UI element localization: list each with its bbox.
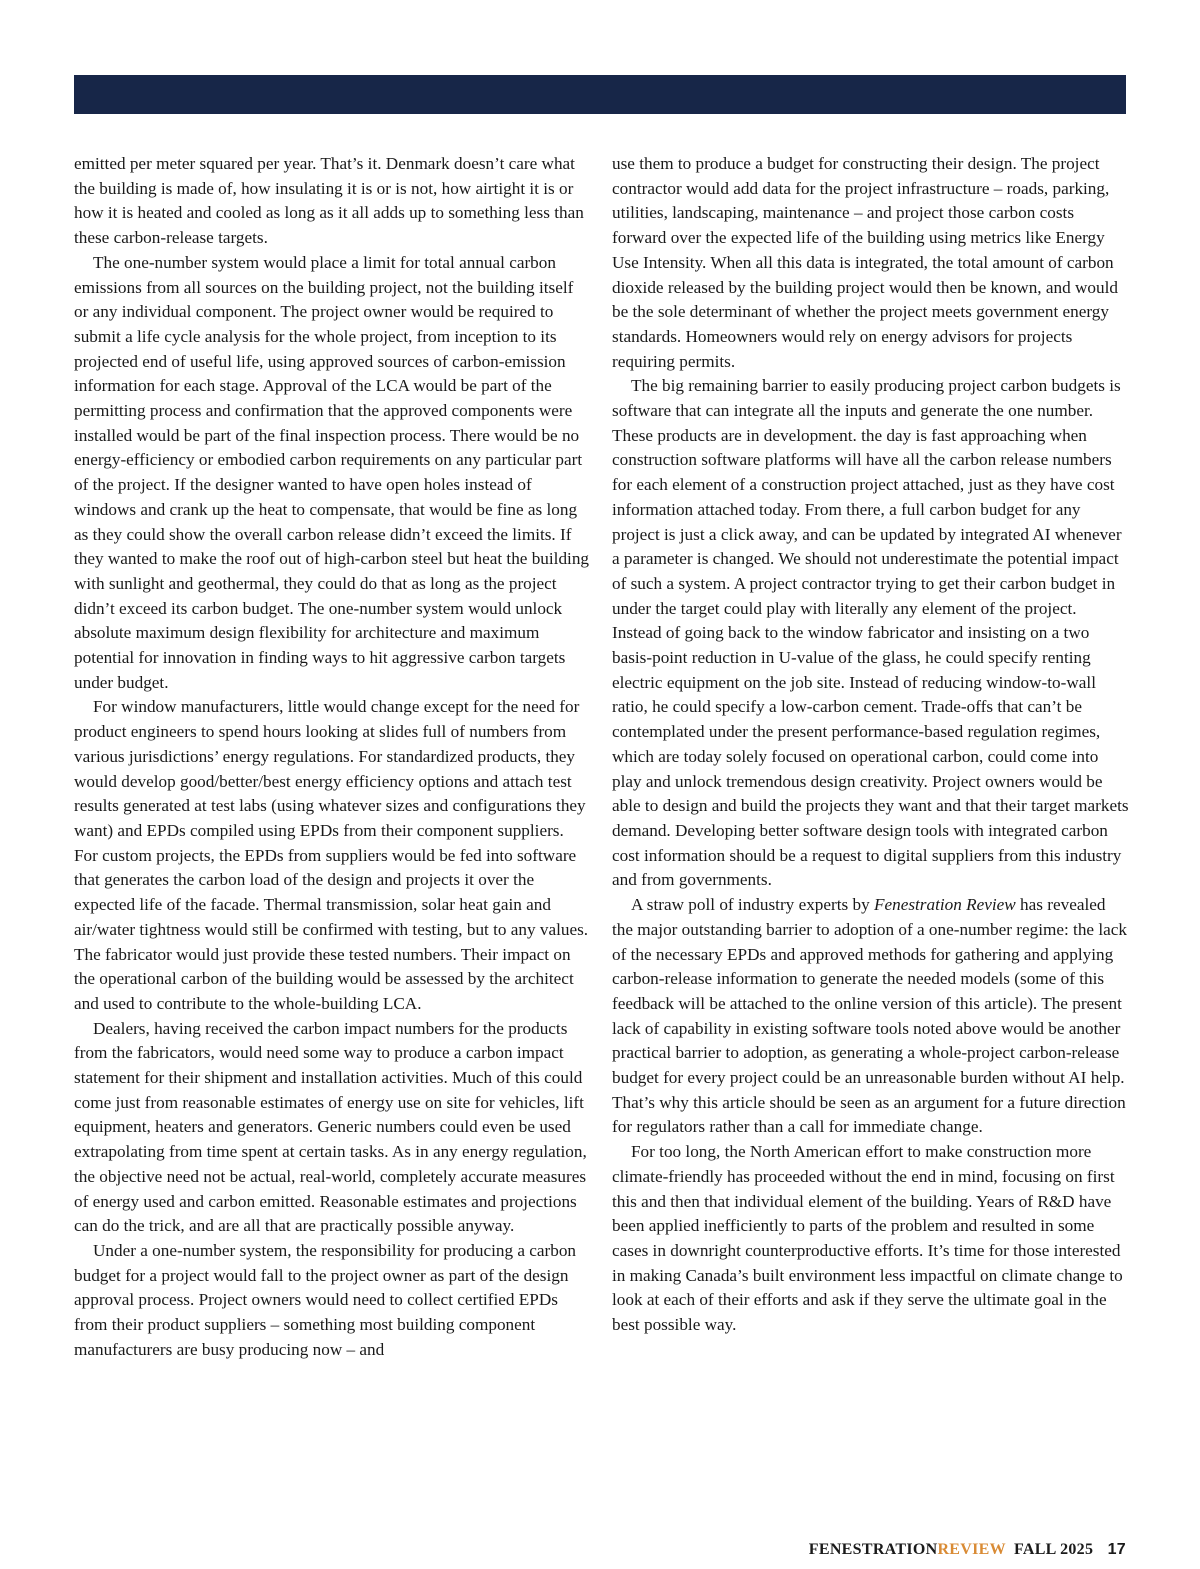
footer-brand-review: REVIEW	[937, 1541, 1006, 1558]
paragraph: Under a one-number system, the responsibility for producing a carbon budget for a project would fall to the project owner as part of the design approval process. Project owners would need to collect certified EPDs from their product suppliers – something most building component manufacturers are busy producing now – and	[74, 1240, 577, 1359]
header-bar	[74, 75, 1126, 114]
footer-issue: FALL 2025	[1013, 1541, 1094, 1558]
paragraph	[612, 893, 1129, 1140]
paragraph: use them to produce a budget for constructing their design. The project contractor would add data for the project infrastructure – roads, parking, utilities, landscaping, maintenance – and project those carbon costs forward over the expected life of the building using metrics like Energy Use Intensity. When all this data is integrated, the total amount of carbon dioxide released by the building project would then be known, and would be the sole determinant of whether the project meets government energy standards. Homeowners would rely on energy advisors for projects requiring permits.	[612, 154, 1118, 371]
paragraph: The big remaining barrier to easily producing project carbon budgets is software that can integrate all the inputs and generate the one number. These products are in development. the day is fast approaching when construction software platforms will have all the carbon release numbers for each element of a construction project attached, just as they have cost information attached today. From there, a full carbon budget for any project is just a click away, and can be updated by integrated AI whenever a parameter is changed. We should not underestimate the potential impact of such a system. A project contractor trying to get their carbon budget in under the target could play with literally any element of the project. Instead of going back to the window fabricator and insisting on a two basis-point reduction in U-value of the glass, he could specify renting electric equipment on the job site. Instead of reducing window-to-wall ratio, he could specify a low-carbon cement. Trade-offs that can’t be contemplated under the present performance-based regulation regimes, which are today solely focused on operational carbon, could come into play and unlock tremendous design creativity. Project owners would be able to design and build the projects they want and that their target markets demand. Developing better software design tools with integrated carbon cost information should be a request to digital suppliers from this industry and from governments.	[612, 376, 1129, 890]
publication-name: Fenestration Review	[873, 895, 1016, 915]
page-footer	[809, 1541, 1126, 1559]
footer-brand-fenestration: FENESTRATION	[808, 1541, 938, 1558]
page-number: 17	[1107, 1541, 1126, 1558]
article-column-right	[612, 152, 1129, 1338]
paragraph: The one-number system would place a limit for total annual carbon emissions from all sources on the building project, not the building itself or any individual component. The project owner would be required to submit a life cycle analysis for the whole project, from inception to its projected end of useful life, using approved sources of carbon-emission information for each stage. Approval of the LCA would be part of the permitting process and confirmation that the approved components were installed would be part of the final inspection process. There would be no energy-efficiency or embodied carbon requirements on any particular part of the project. If the designer wanted to have open holes instead of windows and crank up the heat to compensate, that would be fine as long as they could show the overall carbon release didn’t exceed the limits. If they wanted to make the roof out of high-carbon steel but heat the building with sunlight and geothermal, they could do that as long as the project didn’t exceed its carbon budget. The one-number system would unlock absolute maximum design flexibility for architecture and maximum potential for innovation in finding ways to hit aggressive carbon targets under budget.	[74, 252, 590, 692]
article-column-left	[74, 152, 591, 1362]
paragraph: Dealers, having received the carbon impact numbers for the products from the fabricators, would need some way to produce a carbon impact statement for their shipment and installation activities. Much of this could come just from reasonable estimates of energy use on site for vehicles, lift equipment, heaters and generators. Generic numbers could even be used extrapolating from time spent at certain tasks. As in any energy regulation, the objective need not be actual, real-world, completely accurate measures of energy used and carbon emitted. Reasonable estimates and projections can do the trick, and are all that are practically possible anyway.	[74, 1018, 587, 1236]
paragraph: For too long, the North American effort to make construction more climate-friendly has proceeded without the end in mind, focusing on first this and then that individual element of the building. Years of R&D have been applied inefficiently to parts of the problem and resulted in some cases in downright counterproductive efforts. It’s time for those interested in making Canada’s built environment less impactful on climate change to look at each of their efforts and ask if they serve the ultimate goal in the best possible way.	[612, 1142, 1123, 1335]
paragraph-text: A straw poll of industry experts by	[631, 895, 874, 915]
paragraph: emitted per meter squared per year. That’s it. Denmark doesn’t care what the building is made of, how insulating it is or is not, how airtight it is or how it is heated and cooled as long as it all adds up to something less than these carbon-release targets.	[74, 154, 584, 248]
paragraph: For window manufacturers, little would change except for the need for product engineers to spend hours looking at slides full of numbers from various jurisdictions’ energy regulations. For standardized products, they would develop good/better/best energy efficiency options and attach test results generated at test labs (using whatever sizes and configurations they want) and EPDs compiled using EPDs from their component suppliers. For custom projects, the EPDs from suppliers would be fed into software that generates the carbon load of the design and projects it over the expected life of the facade. Thermal transmission, solar heat gain and air/water tightness would still be confirmed with testing, but to any values. The fabricator would just provide these tested numbers. Their impact on the operational carbon of the building would be assessed by the architect and used to contribute to the whole-building LCA.	[74, 697, 589, 1013]
paragraph-text: has revealed the major outstanding barrier to adoption of a one-number regime: the lack of the necessary EPDs and approved methods for gathering and applying carbon-release information to generate the needed models (some of this feedback will be attached to the online version of this article). The present lack of capability in existing software tools noted above would be another practical barrier to adoption, as generating a whole-project carbon-release budget for every project could be an unreasonable burden without AI help. That’s why this article should be seen as an argument for a future direction for regulators rather than a call for immediate change.	[612, 895, 1127, 1137]
